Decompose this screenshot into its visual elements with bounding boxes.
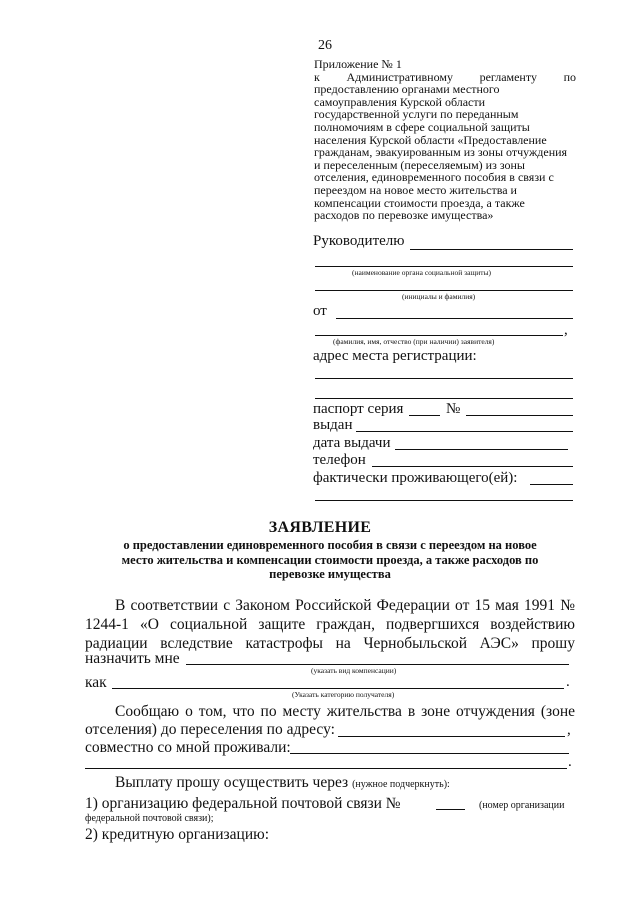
option-credit[interactable]: 2) кредитную организацию: — [85, 826, 270, 843]
organ-caption: (наименование органа социальной защиты) — [352, 268, 492, 277]
passport-label: паспорт серия — [313, 401, 404, 417]
statement-title: ЗАЯВЛЕНИЕ — [268, 519, 372, 536]
p2-line: Сообщаю о том, что по месту жительства в зоне отчуждения (зоне — [115, 703, 575, 720]
actual-residence-label: фактически проживающего(ей): — [313, 470, 518, 486]
from-label: от — [313, 303, 327, 319]
cohabitants-field-2[interactable] — [85, 768, 567, 769]
head-label: Руководителю — [313, 233, 405, 249]
assign-label: назначить мне — [85, 650, 180, 667]
from-field[interactable] — [336, 318, 573, 319]
as-label: как — [85, 674, 107, 691]
appendix-line: расходов по перевозке имущества» — [314, 208, 494, 223]
subtitle-line: место жительства и компенсации стоимости проезда, а также расходов по — [121, 552, 539, 567]
issue-date-field[interactable] — [395, 449, 568, 450]
payment-hint: (нужное подчеркнуть): — [352, 779, 450, 790]
appendix-line: переездом на новое место жительства и — [314, 182, 517, 197]
postal-hint-2: федеральной почтовой связи); — [85, 813, 214, 824]
comma: , — [567, 722, 571, 738]
paragraph-2 — [85, 702, 575, 721]
p1-line: 1244-1 «О социальной защите граждан, подвергшихся воздействию — [85, 616, 575, 633]
statement-subtitle — [90, 538, 570, 582]
paragraph-1 — [85, 596, 575, 653]
compensation-field[interactable] — [186, 664, 569, 665]
postal-hint: (номер организации — [479, 800, 565, 811]
p2-address-field[interactable] — [338, 736, 565, 737]
p1-line: радиации вследствие катастрофы на Чернобыльской АЭС» прошу — [85, 635, 575, 652]
category-caption: (Указать категорию получателя) — [292, 690, 395, 699]
page-number: 26 — [318, 38, 332, 53]
fio-caption: (фамилия, имя, отчество (при наличии) заявителя) — [333, 337, 495, 346]
option-postal[interactable]: 1) организацию федеральной почтовой связи № — [85, 795, 401, 812]
dot: . — [568, 754, 572, 770]
p2-address-label: отселения) до переселения по адресу: — [85, 721, 335, 738]
appendix-line: отселения, единовременного пособия в связи с — [314, 170, 554, 185]
subtitle-line: о предоставлении единовременного пособия в связи с переездом на новое — [123, 538, 537, 552]
appendix-line: к Административному регламенту по — [314, 69, 576, 84]
organ-field[interactable] — [315, 266, 573, 267]
passport-number-label: № — [446, 401, 461, 417]
appendix-line: и переселенным (переселяемым) из зоны — [314, 157, 525, 172]
appendix-line: предоставлению органами местного — [314, 82, 500, 97]
postal-number-field[interactable] — [436, 809, 465, 810]
p1-line: В соответствии с Законом Российской Федерации от 15 мая 1991 № — [115, 597, 575, 614]
dot: . — [566, 674, 570, 690]
address-field-1[interactable] — [315, 378, 573, 379]
cohabitants-field-1[interactable] — [290, 753, 569, 754]
initials-field[interactable] — [315, 290, 573, 291]
issued-field[interactable] — [356, 431, 573, 432]
address-label: адрес места регистрации: — [313, 348, 477, 364]
payment-text: Выплату прошу осуществить через — [115, 774, 349, 791]
initials-caption: (инициалы и фамилия) — [402, 292, 476, 301]
appendix-header — [314, 58, 576, 222]
category-field[interactable] — [112, 688, 564, 689]
appendix-line: гражданам, эвакуированным из зоны отчуждения — [314, 145, 568, 160]
appendix-line: самоуправления Курской области — [314, 94, 486, 109]
passport-number-field[interactable] — [466, 415, 573, 416]
subtitle-line: перевозке имущества — [269, 567, 391, 581]
head-field[interactable] — [410, 249, 573, 250]
actual-residence-field-1[interactable] — [530, 484, 573, 485]
phone-label: телефон — [313, 452, 366, 468]
appendix-line: полномочиям в сфере социальной защиты — [314, 119, 530, 134]
address-field-2[interactable] — [315, 398, 573, 399]
compensation-caption: (указать вид компенсации) — [311, 666, 397, 675]
comma: , — [564, 322, 568, 338]
appendix-line: населения Курской области «Предоставление — [314, 132, 547, 147]
issued-label: выдан — [313, 417, 353, 433]
appendix-line: государственной услуги по переданным — [314, 107, 519, 122]
fio-field[interactable] — [315, 335, 563, 336]
cohabitants-label: совместно со мной проживали: — [85, 739, 291, 756]
payment-label — [115, 774, 450, 792]
passport-series-field[interactable] — [409, 415, 440, 416]
appendix-line: компенсации стоимости проезда, а также — [314, 195, 525, 210]
phone-field[interactable] — [372, 466, 573, 467]
appendix-line: Приложение № 1 — [314, 57, 402, 71]
issue-date-label: дата выдачи — [313, 435, 391, 451]
actual-residence-field-2[interactable] — [315, 500, 573, 501]
